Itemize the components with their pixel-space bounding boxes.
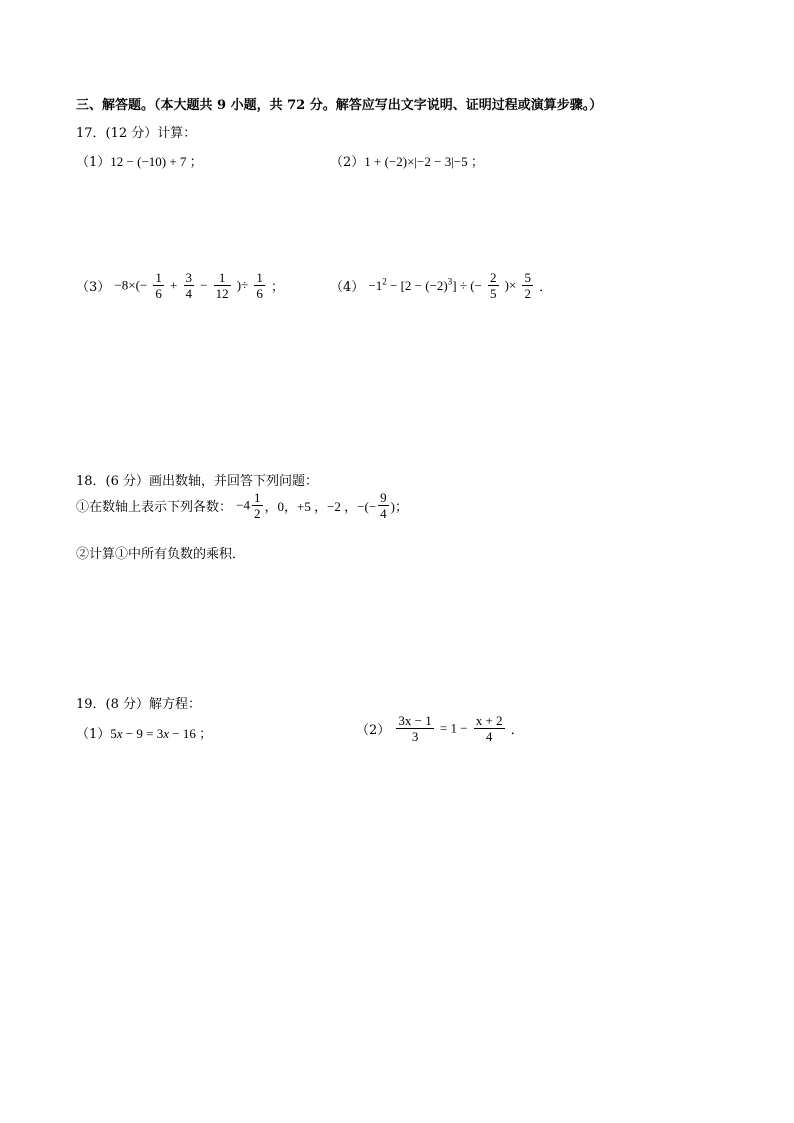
q17-part2-label: （2） (330, 155, 365, 170)
q18-item1-label: ①在数轴上表示下列各数： (76, 500, 233, 515)
q17-part3-label: （3） (76, 280, 111, 295)
q17-part3-frac2: $\frac{3}{4}$ (185, 270, 193, 301)
q17-part4-frac1: $\frac{2}{5}$ (490, 270, 497, 301)
q17-part3-end: ； (271, 279, 285, 294)
q19-part2-label: （2） (356, 723, 391, 738)
q18-item1-a: −4 (236, 497, 250, 513)
q17-part3 (76, 270, 284, 301)
q19-part1-label: （1） (76, 727, 111, 742)
q18-item1-rest: ，0，+5 ，−2 ，−(− (264, 499, 377, 514)
q17-part3-op2: − (200, 277, 208, 293)
q18-item2: ②计算①中所有负数的乘积． (76, 547, 246, 562)
q17-part3-frac1: $\frac{1}{6}$ (155, 270, 162, 301)
q18-item1 (76, 490, 408, 521)
q17-part4-frac2: $\frac{5}{2}$ (524, 270, 531, 301)
section-title: 三、解答题。（本大题共 9 小题，共 72 分。解答应写出文字说明、证明过程或演算步骤。） (76, 98, 603, 113)
q17-part3-frac4: $\frac{1}{6}$ (256, 270, 263, 301)
q17-part4 (330, 270, 552, 301)
q17-part1-expr: 12 − (−10) + 7 ； (110, 154, 203, 169)
q17-part3-op3: )÷ (236, 277, 249, 293)
q17-part4-end: ． (539, 279, 553, 294)
q17-part3-pre: −8×(− (114, 277, 148, 293)
q17-part4-expr: $-1^2 - [2 - (-2)^3]$ ÷ (− (368, 276, 482, 294)
q19-part1-expr: 5x − 9 = 3x − 16 ； (110, 726, 213, 741)
q19-part2-frac1: $\frac{3x - 1}{3}$ (398, 713, 432, 744)
q19-part2 (356, 713, 524, 744)
q19-heading: 19．(8 分）解方程： (76, 697, 202, 712)
q18-item1-bfrac: $\frac{9}{4}$ (380, 490, 387, 521)
q19-part1 (76, 723, 212, 742)
q17-part3-op1: + (170, 277, 178, 293)
q18-item1-end: )； (390, 499, 408, 514)
q17-part2-expr: 1 + (−2)×|−2 − 3|−5 ； (364, 154, 484, 169)
q17-part2 (330, 151, 484, 170)
q19-part2-end: ． (510, 722, 524, 737)
q18-heading: 18．(6 分）画出数轴，并回答下列问题： (76, 474, 319, 489)
q17-part4-op: )× (504, 277, 517, 293)
q17-part3-frac3: $\frac{1}{12}$ (215, 270, 229, 301)
q18-item1-afrac: $\frac{1}{2}$ (254, 490, 261, 521)
q17-part1 (76, 151, 203, 170)
q19-part2-frac2: $\frac{x + 2}{4}$ (475, 713, 503, 744)
q17-heading: 17．(12 分）计算： (76, 126, 197, 141)
q17-part1-label: （1） (76, 155, 111, 170)
q19-part2-mid: = 1 − (439, 720, 468, 736)
q17-part4-label: （4） (330, 280, 365, 295)
